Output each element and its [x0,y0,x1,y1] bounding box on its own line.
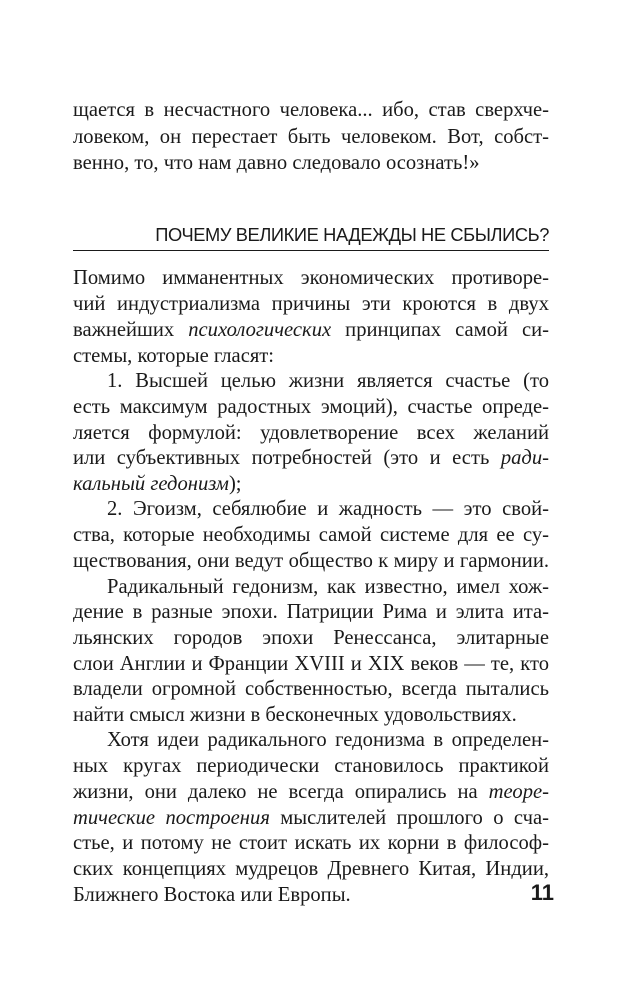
text-line: слои Англии и Франции XVIII и XIX веков — те, кто [73,653,549,675]
text-line: венно, то, что нам давно следовало осознать!» [73,152,480,174]
text-line: важнейших психологических принципах самой си- [73,319,549,341]
text-line: Ближнего Востока или Европы. [73,884,351,906]
text-line: найти смысл жизни в бесконечных удовольствиях. [73,704,517,726]
text-line: ских концепциях мудрецов Древнего Китая, Индии, [73,858,549,880]
text-line: Хотя идеи радикального гедонизма в определен- [107,729,549,751]
text-line: жизни, они далеко не всегда опирались на теоре- [73,781,549,803]
text-line: ных кругах периодически становилось практикой [73,755,549,777]
text-line: Помимо имманентных экономических противоре- [73,267,549,289]
italic-term: кальный гедонизм [73,473,229,495]
text-line: чий индустриализма причины эти кроются в двух [73,293,549,315]
text-line: тические построения мыслителей прошлого о сча- [73,807,549,829]
text-line: ляется формулой: удовлетворение всех желаний [73,422,549,444]
text-line: 2. Эгоизм, себялюбие и жадность — это свой- [107,498,549,520]
italic-term: ради- [500,447,549,469]
italic-term: психологических [188,319,332,341]
section-heading: ПОЧЕМУ ВЕЛИКИЕ НАДЕЖДЫ НЕ СБЫЛИСЬ? [73,222,549,251]
text-line: дение в разные эпохи. Патриции Рима и элита ита- [73,601,549,623]
text-line: стемы, которые гласят: [73,345,275,367]
text-line: стье, и потому не стоит искать их корни в философ- [73,832,549,854]
italic-term: тические построения [73,807,270,829]
text-line: или субъективных потребностей (это и есть ради- [73,447,549,469]
text-line: ловеком, он перестает быть человеком. Вот, собст- [73,126,549,148]
text-line: кальный гедонизм); [73,473,242,495]
text-line: владели огромной собственностью, всегда пытались [73,678,549,700]
text-line: 1. Высшей целью жизни является счастье (то [107,370,549,392]
text-line: льянских городов эпохи Ренессанса, элитарные [73,627,549,649]
text-line: Радикальный гедонизм, как известно, имел хож- [107,576,549,598]
page-number: 11 [530,880,554,905]
text-line: есть максимум радостных эмоций), счастье опреде- [73,396,549,418]
italic-term: теоре- [488,781,549,803]
text-line: ства, которые необходимы самой системе для ее су- [73,524,549,546]
text-line: щается в несчастного человека... ибо, став сверхче- [73,99,549,121]
text-line: ществования, они ведут общество к миру и гармонии. [73,550,549,572]
